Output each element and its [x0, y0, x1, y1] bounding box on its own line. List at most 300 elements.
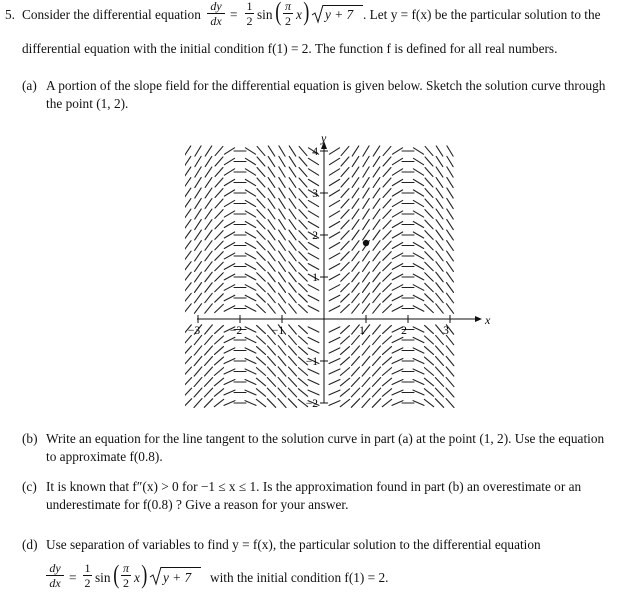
slope-segment [383, 210, 391, 219]
slope-segment [341, 178, 349, 187]
slope-segment [268, 293, 275, 302]
slope-segment [362, 304, 369, 314]
slope-segment [299, 347, 308, 355]
slope-segment [224, 169, 234, 175]
part-c-label: (c) [22, 479, 37, 494]
slope-segment [257, 210, 265, 219]
slope-segment [373, 283, 380, 292]
slope-segment [392, 285, 403, 291]
slope-segment [278, 377, 286, 386]
slope-segment [278, 367, 286, 376]
slope-segment [257, 252, 265, 261]
slope-segment [383, 262, 391, 271]
slope-segment [341, 273, 349, 281]
slope-segment [279, 283, 286, 293]
slope-segment [204, 399, 212, 408]
slope-segment [373, 272, 380, 282]
slope-segment [224, 295, 235, 301]
slope-segment [425, 241, 433, 250]
sqrt-symbol [311, 4, 325, 24]
slope-segment [299, 273, 307, 281]
slope-segment [329, 253, 339, 259]
slope-segment [279, 167, 285, 177]
slope-segment [413, 169, 423, 175]
slope-segment [185, 251, 191, 261]
slope-segment [413, 211, 423, 217]
slope-segment [413, 390, 424, 395]
slope-segment [436, 272, 443, 282]
slope-segment [185, 283, 191, 292]
half-denominator: 2 [246, 14, 253, 28]
slope-segment [413, 148, 423, 154]
slope-segment [204, 378, 212, 387]
slope-segment [341, 199, 349, 208]
slope-segment [267, 388, 275, 397]
slope-segment [267, 367, 275, 376]
slope-segment [299, 210, 307, 219]
slope-segment [289, 156, 296, 166]
slope-segment [205, 251, 212, 261]
slope-segment [352, 209, 359, 219]
slope-segment [392, 158, 402, 164]
slope-segment [340, 399, 349, 406]
slope-segment [214, 368, 223, 376]
slope-segment [308, 211, 318, 217]
slope-segment [447, 241, 454, 251]
slope-segment [268, 272, 275, 282]
d-dy-text: dy [49, 561, 61, 575]
slope-segment [256, 368, 265, 376]
slope-segment [341, 325, 350, 333]
slope-segment [299, 189, 307, 198]
slope-segment [299, 262, 307, 271]
problem-number: 5. [5, 7, 15, 22]
slope-segment [351, 367, 359, 376]
slope-segment [185, 304, 191, 313]
slope-segment [329, 358, 340, 363]
pi-denominator: 2 [285, 14, 291, 28]
d-pi-fraction [121, 562, 131, 589]
x-tick-label: 2 [401, 325, 407, 337]
slope-segment [392, 179, 402, 185]
slope-segment [363, 188, 369, 198]
slope-segment [425, 178, 433, 187]
slope-segment [224, 253, 234, 259]
slope-segment [363, 251, 370, 261]
slope-segment [382, 389, 391, 397]
slope-segment [257, 283, 266, 291]
x-axis-label: x [485, 313, 491, 327]
slope-segment [413, 358, 424, 363]
d-sqrt-bar [161, 567, 201, 568]
slope-segment [245, 274, 256, 280]
slope-segment [329, 327, 340, 332]
slope-segment [195, 262, 202, 272]
slope-segment [205, 156, 212, 166]
slope-segment [383, 189, 391, 198]
slope-segment [392, 169, 402, 175]
slope-segment [195, 167, 201, 177]
slope-segment [299, 231, 307, 240]
slope-segment [436, 346, 444, 355]
slope-segment [413, 264, 424, 270]
d-dx-text: dx [49, 576, 61, 590]
slope-segment [224, 380, 235, 385]
slope-segment [256, 389, 265, 397]
slope-segment [373, 346, 381, 355]
slope-segment [373, 325, 381, 334]
slope-segment [392, 274, 403, 280]
slope-segment [299, 252, 307, 261]
slope-segment [298, 368, 307, 376]
slope-segment [268, 220, 275, 230]
slope-segment [257, 273, 265, 281]
slope-segment [425, 262, 433, 271]
slope-segment [341, 146, 349, 155]
slope-segment [363, 209, 370, 219]
slope-segment [446, 304, 453, 314]
slope-segment [224, 369, 235, 374]
slope-segment [425, 304, 434, 312]
slope-segment [268, 251, 275, 261]
slope-segment [425, 189, 433, 198]
slope-segment [425, 336, 434, 344]
slope-segment [245, 348, 256, 353]
slope-segment [224, 306, 235, 312]
slope-segment [299, 325, 308, 333]
slope-segment [352, 146, 359, 156]
slope-segment [267, 399, 275, 408]
slope-segment [435, 399, 443, 408]
slope-segment [268, 167, 275, 177]
slope-segment [257, 220, 265, 229]
slope-segment [278, 356, 286, 365]
slope-segment [436, 199, 443, 209]
slope-segment [383, 241, 391, 250]
slope-segment [289, 199, 296, 209]
slope-segment [268, 357, 276, 366]
initial-point-1-2 [363, 240, 369, 246]
part-d-label: (d) [22, 537, 38, 552]
slope-segment [352, 357, 360, 366]
radicand: y + 7 [325, 7, 354, 22]
slope-segment [195, 241, 202, 251]
slope-segment [329, 158, 339, 164]
slope-segment [352, 178, 359, 188]
slope-segment [392, 190, 402, 196]
slope-segment [425, 220, 433, 229]
slope-segment [373, 357, 381, 366]
slope-segment [372, 388, 380, 397]
slope-segment [299, 157, 307, 166]
slope-segment [362, 356, 370, 365]
slope-segment [268, 262, 275, 272]
d-right-paren: ) [141, 560, 148, 589]
slope-segment [224, 285, 235, 291]
slope-segment [195, 188, 201, 198]
slope-segment [257, 157, 265, 166]
slope-segment [194, 356, 202, 365]
slope-segment [194, 399, 202, 408]
slope-segment [205, 241, 212, 251]
x-variable: x [296, 7, 302, 22]
slope-segment [329, 200, 339, 206]
slope-segment [195, 251, 202, 261]
slope-segment [373, 304, 381, 313]
slope-segment [447, 262, 454, 272]
slope-segment [436, 283, 443, 292]
slope-segment [224, 401, 235, 406]
slope-segment [308, 306, 319, 312]
slope-segment [329, 274, 340, 280]
problem-line-2: differential equation with the initial condition f(1) = 2. The function f is defined for all real numbers. [22, 41, 558, 56]
slope-segment [289, 220, 296, 230]
slope-segment [308, 158, 318, 164]
slope-segment [447, 230, 454, 240]
slope-segment [205, 335, 213, 344]
slope-segment [308, 200, 318, 206]
slope-segment [425, 231, 433, 240]
slope-segment [383, 146, 391, 155]
slope-segment [298, 378, 307, 386]
slope-segment [257, 347, 266, 355]
slope-segment [435, 378, 443, 387]
slope-segment [299, 167, 307, 176]
slope-segment [373, 156, 380, 166]
slope-segment [224, 211, 234, 217]
x-tick-label: −1 [271, 325, 285, 337]
x-tick-label: −2 [229, 325, 243, 337]
slope-segment [205, 188, 212, 198]
slope-segment [215, 304, 224, 312]
slope-segment [268, 304, 276, 313]
slope-segment [413, 221, 423, 227]
slope-segment [447, 209, 454, 219]
slope-segment [436, 251, 443, 261]
slope-segment [341, 336, 350, 344]
slope-segment [245, 380, 256, 385]
slope-segment [245, 264, 256, 270]
slope-segment [268, 178, 275, 188]
slope-segment [245, 306, 256, 312]
slope-segment [279, 230, 286, 240]
part-b-label: (b) [22, 431, 38, 446]
slope-segment [185, 293, 191, 302]
slope-segment [352, 272, 359, 282]
slope-segment [436, 146, 443, 156]
d-half-numerator: 1 [84, 561, 91, 575]
slope-segment [329, 190, 339, 196]
slope-segment [257, 294, 266, 302]
d-pi-symbol: π [122, 561, 129, 575]
slope-segment [340, 378, 349, 386]
slope-segments [185, 146, 454, 408]
slope-segment [185, 178, 191, 188]
slope-segment [413, 327, 424, 332]
slope-segment [308, 390, 319, 395]
part-b-line-1: Write an equation for the line tangent to the solution curve in part (a) at the point (1, 2). Use the equation [46, 431, 605, 446]
d-sqrt-symbol [149, 566, 163, 586]
slope-segment [352, 262, 359, 272]
slope-segment [436, 262, 443, 272]
slope-segment [245, 337, 256, 342]
slope-segment [413, 306, 424, 312]
slope-segment [289, 209, 296, 219]
slope-segment [363, 219, 370, 229]
slope-segment [268, 199, 275, 209]
slope-segment [362, 399, 370, 408]
slope-segment [383, 252, 391, 261]
slope-segment [195, 156, 201, 166]
left-paren: ( [275, 0, 282, 26]
sin-function: sin [257, 7, 273, 22]
slope-segment [392, 264, 403, 270]
slope-segment [424, 399, 433, 406]
slope-segment [185, 399, 192, 408]
slope-segment [279, 156, 285, 166]
slope-segment [204, 388, 212, 397]
slope-segment [436, 241, 443, 251]
pi-fraction [283, 0, 293, 27]
slope-segment [289, 304, 297, 313]
slope-segment [425, 283, 434, 291]
slope-segment [195, 283, 202, 293]
slope-segment [299, 336, 308, 344]
slope-segment [185, 220, 191, 230]
slope-segment [413, 274, 424, 280]
slope-segment [413, 253, 423, 259]
slope-segment [268, 156, 275, 166]
slope-segment [279, 188, 285, 198]
slope-segment [373, 178, 380, 188]
slope-segment [205, 357, 213, 366]
slope-segment [245, 390, 256, 395]
part-d-line-1: Use separation of variables to find y = f(x), the particular solution to the differential equation [46, 537, 541, 552]
slope-segment [340, 357, 349, 365]
slope-segment [224, 337, 235, 342]
slope-segment [245, 327, 256, 332]
part-d-equation-suffix: with the initial condition f(1) = 2. [210, 570, 389, 585]
slope-segment [362, 367, 370, 376]
slope-segment [194, 304, 201, 314]
part-a-line-1: A portion of the slope field for the differential equation is given below. Sketch the solution curve through [46, 78, 606, 93]
part-a-label: (a) [22, 78, 37, 93]
slope-segment [447, 156, 453, 166]
slope-segment [267, 378, 275, 387]
slope-segment [308, 285, 319, 291]
slope-segment [425, 325, 434, 333]
slope-segment [215, 241, 223, 250]
slope-segment [257, 189, 265, 198]
slope-segment [413, 158, 423, 164]
slope-segment [425, 167, 433, 176]
slope-segment [373, 188, 380, 198]
slope-segment [373, 241, 380, 251]
slope-segment [446, 388, 454, 397]
slope-segment [215, 220, 223, 229]
slope-segment [195, 209, 202, 219]
slope-segment [363, 146, 369, 156]
slope-segment [224, 179, 234, 185]
slope-segment [352, 304, 360, 313]
slope-segment [215, 189, 223, 198]
slope-segment [435, 367, 443, 376]
slope-segment [340, 368, 349, 376]
slope-segment [215, 231, 223, 240]
slope-segment [205, 262, 212, 272]
slope-segment [373, 251, 380, 261]
slope-segment [383, 199, 391, 208]
slope-segment [279, 272, 286, 282]
slope-segment [341, 283, 350, 291]
slope-segment [185, 378, 192, 387]
slope-segment [435, 388, 443, 397]
slope-segment [413, 190, 423, 196]
slope-segment [215, 157, 223, 166]
slope-segment [447, 251, 454, 261]
slope-segment [215, 347, 224, 355]
slope-segment [224, 358, 235, 363]
slope-segment [215, 178, 223, 187]
slope-segment [392, 200, 402, 206]
slope-segment [256, 399, 265, 406]
slope-segment [224, 158, 234, 164]
slope-segment [341, 231, 349, 240]
slope-segment [289, 178, 296, 188]
slope-segment [245, 253, 255, 259]
part-c-line-2: underestimate for f(0.8) ? Give a reason for your answer. [46, 497, 349, 512]
slope-segment [382, 378, 391, 386]
slope-segment [268, 283, 275, 292]
slope-segment [308, 221, 318, 227]
half-numerator: 1 [246, 0, 253, 13]
slope-segment [352, 293, 359, 302]
slope-segment [352, 156, 359, 166]
slope-segment [185, 388, 192, 397]
slope-segment [288, 399, 296, 408]
slope-segment [245, 169, 255, 175]
slope-segment [392, 358, 403, 363]
slope-segment [329, 380, 340, 385]
d-derivative-fraction [46, 562, 64, 589]
slope-segment [425, 273, 433, 281]
slope-segment [214, 399, 223, 406]
slope-segment [257, 336, 266, 344]
slope-segment [382, 368, 391, 376]
slope-segment [413, 380, 424, 385]
slope-segment [224, 243, 234, 249]
slope-segment [392, 295, 403, 301]
slope-segment [308, 169, 318, 175]
slope-segment [215, 167, 223, 176]
slope-segment [257, 325, 266, 333]
slope-segment [204, 367, 212, 376]
slope-segment [278, 293, 285, 303]
slope-segment [185, 188, 191, 198]
slope-segment [205, 304, 213, 313]
slope-segment [245, 232, 255, 238]
slope-segment [185, 167, 191, 177]
slope-segment [447, 198, 453, 208]
problem-intro-continued: . Let y = f(x) be the particular solution to the [363, 7, 601, 22]
slope-segment [392, 401, 403, 406]
slope-segment [245, 148, 255, 154]
slope-segment [351, 399, 359, 408]
slope-segment [436, 230, 443, 240]
slope-segment [215, 294, 224, 302]
slope-segment [447, 146, 453, 156]
slope-segment [329, 390, 340, 395]
